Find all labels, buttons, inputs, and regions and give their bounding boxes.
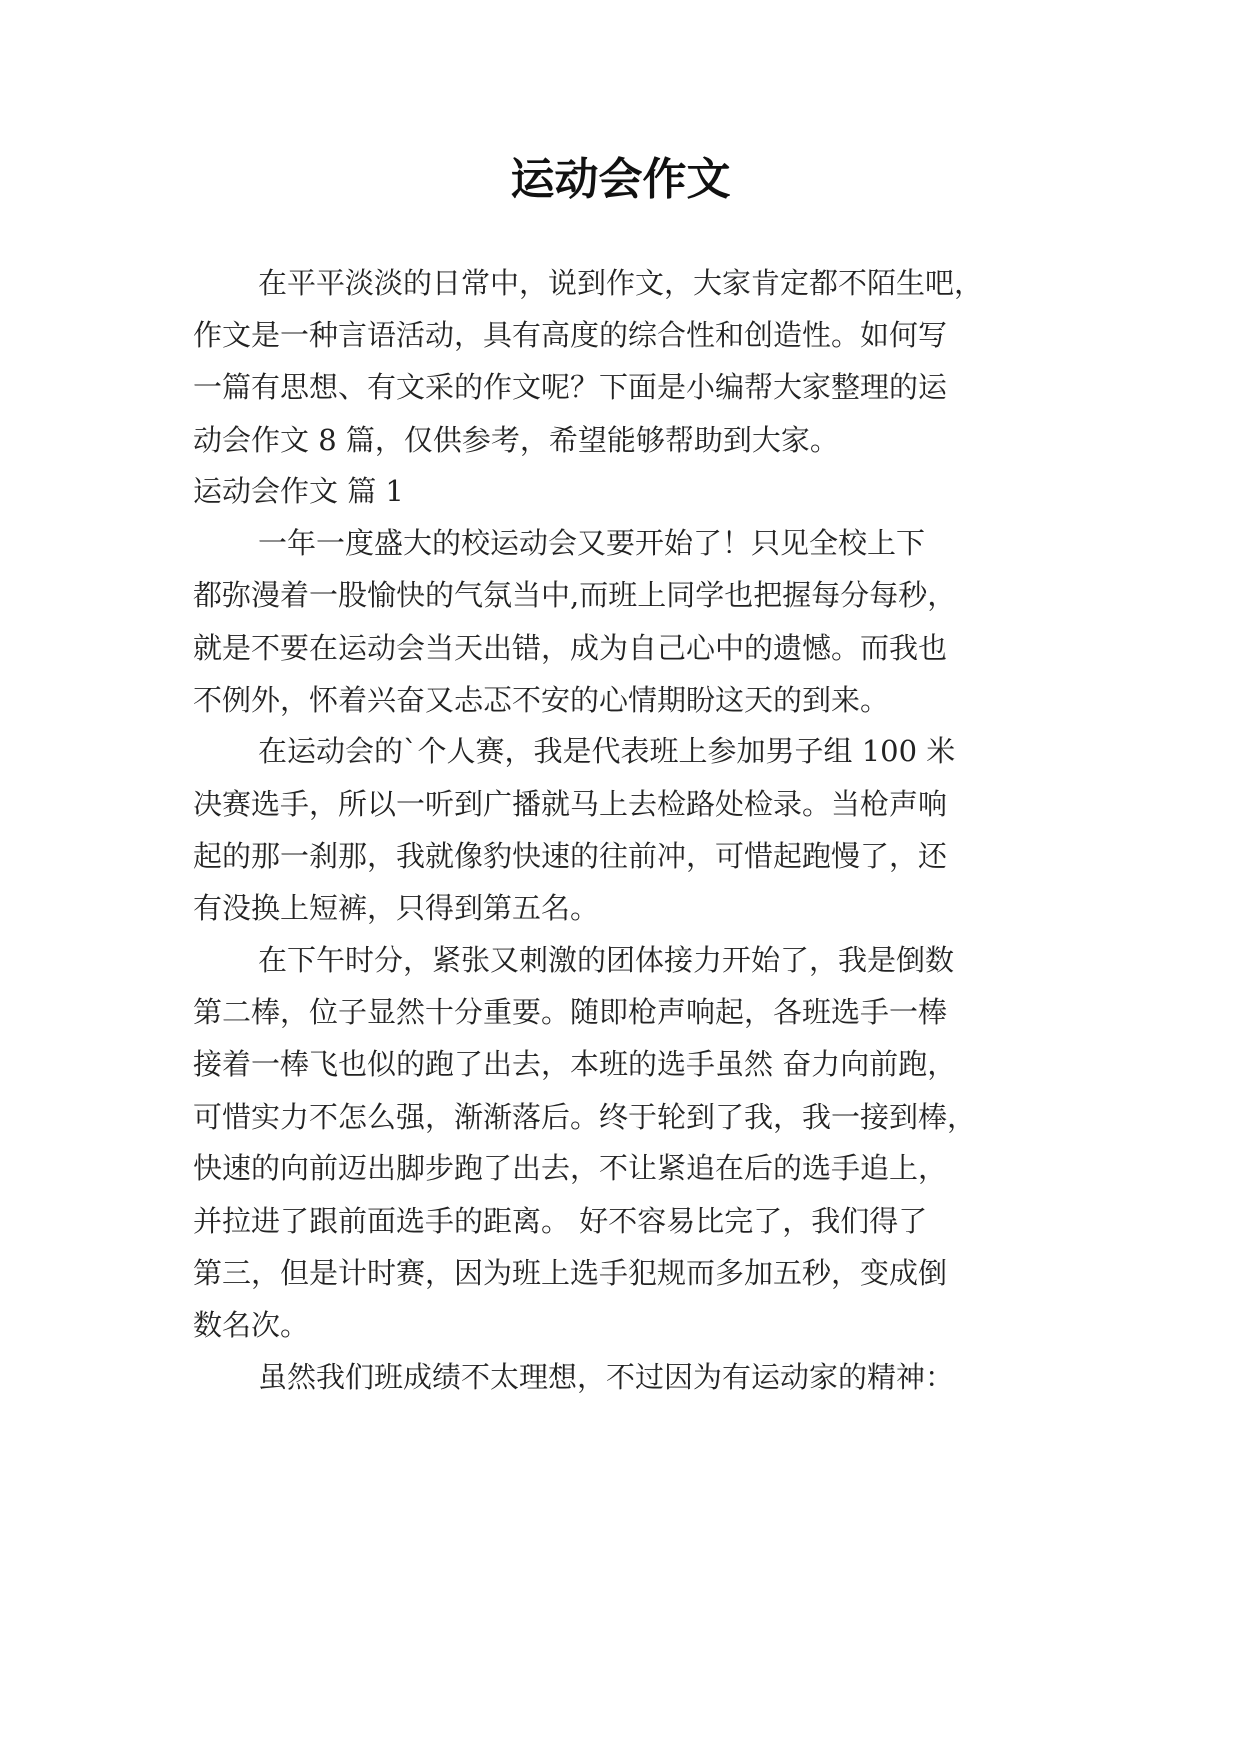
section-heading: 运动会作文 篇 1 [193, 474, 404, 508]
text-line: 在运动会的`个人赛，我是代表班上参加男子组 100 米 [258, 734, 956, 768]
text-line: 有没换上短裤，只得到第五名。 [193, 891, 600, 925]
text-line: 在平平淡淡的日常中，说到作文，大家肯定都不陌生吧， [258, 266, 984, 300]
text-line: 在下午时分，紧张又刺激的团体接力开始了，我是倒数 [258, 943, 955, 977]
text-line: 起的那一刹那，我就像豹快速的往前冲，可惜起跑慢了，还 [193, 839, 948, 873]
text-line: 不例外，怀着兴奋又忐忑不安的心情期盼这天的到来。 [193, 683, 890, 717]
text-line: 一年一度盛大的校运动会又要开始了！只见全校上下 [258, 526, 926, 560]
text-line: 就是不要在运动会当天出错，成为自己心中的遗憾。而我也 [193, 631, 948, 665]
text-line: 作文是一种言语活动，具有高度的综合性和创造性。如何写 [193, 318, 948, 352]
document-title: 运动会作文 [510, 154, 731, 205]
text-line: 都弥漫着一股愉快的气氛当中,而班上同学也把握每分每秒， [193, 578, 957, 612]
text-line: 第三，但是计时赛，因为班上选手犯规而多加五秒，变成倒 [193, 1256, 948, 1290]
text-line: 一篇有思想、有文采的作文呢？下面是小编帮大家整理的运 [193, 370, 948, 404]
text-line: 并拉进了跟前面选手的距离。 好不容易比完了，我们得了 [193, 1204, 928, 1238]
text-line: 接着一棒飞也似的跑了出去，本班的选手虽然 奋力向前跑， [193, 1047, 957, 1081]
text-line: 快速的向前迈出脚步跑了出去，不让紧追在后的选手追上， [193, 1151, 948, 1185]
text-line: 数名次。 [193, 1308, 310, 1342]
text-line: 第二棒，位子显然十分重要。随即枪声响起，各班选手一棒 [193, 995, 948, 1029]
text-line: 动会作文 8 篇，仅供参考，希望能够帮助到大家。 [193, 423, 839, 457]
text-line: 虽然我们班成绩不太理想，不过因为有运动家的精神： [258, 1360, 955, 1394]
text-line: 决赛选手，所以一听到广播就马上去检路处检录。当枪声响 [193, 787, 948, 821]
text-line: 可惜实力不怎么强，渐渐落后。终于轮到了我，我一接到棒， [193, 1100, 977, 1134]
